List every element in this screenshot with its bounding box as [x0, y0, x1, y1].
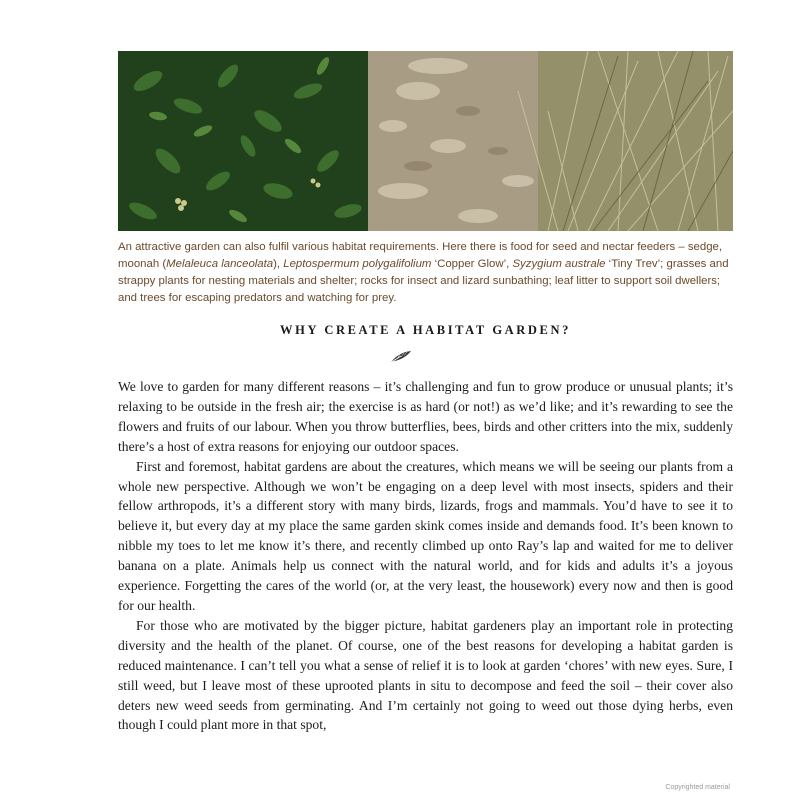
body-paragraph: For those who are motivated by the bigger picture, habitat gardeners play an important role in protecting diversity and the health of the planet. Of course, one of the best reasons for developing a habitat garden is reduced maintenance. I can’t tell you what a sense of relief it is to look at garden ‘chores’ with new eyes. Sure, I still weed, but I leave most of these uprooted plants in situ to decompose and feed the soil – their cover also deters new weed seeds from germinating. And I’m certainly not going to weed out those dying herbs, even though I could plant more in that spot, — [118, 617, 733, 733]
photo-caption — [118, 239, 733, 307]
caption-species-name: Leptospermum polygalifolium — [283, 258, 432, 270]
garden-photo — [118, 51, 733, 231]
garden-photo-illustration — [118, 51, 733, 231]
caption-text: ‘Tiny Trev’; grasses and strappy plants for nesting materials and shelter; rocks for insect and lizard sunbathing; leaf litter to support soil dwellers; and trees for escaping predators and watching for prey. — [118, 258, 729, 304]
section-heading: WHY CREATE A HABITAT GARDEN? — [280, 323, 571, 337]
article-body — [118, 377, 733, 735]
copyright-notice: Copyrighted material — [665, 784, 730, 791]
caption-species-name: Melaleuca lanceolata — [166, 258, 274, 270]
caption-text: An attractive garden can also fulfil various habitat requirements. Here there is food for seed and nectar feeders – sedge, moonah ( — [118, 241, 723, 270]
caption-text: ‘Copper Glow’, — [431, 258, 513, 270]
feather-icon — [389, 350, 413, 364]
caption-text: ), — [273, 258, 284, 270]
body-paragraph: We love to garden for many different reasons – it’s challenging and fun to grow produce or unusual plants; it’s relaxing to be outside in the fresh air; the exercise is as hard (or not!) as we’d like; and it’s rewarding to see the flowers and fruits of our labour. When you throw butterflies, bees, birds and other critters into the mix, suddenly there’s a host of extra reasons for enjoying our outdoor spaces. — [118, 379, 733, 454]
body-paragraph: First and foremost, habitat gardens are about the creatures, which means we will be seeing our plants from a whole new perspective. Although we won’t be engaging on a deep level with most insects, spiders and their fellow arthropods, it’s a different story with many birds, lizards, frogs and mammals. You’d have to see it to believe it, but every day at my place the same garden skink comes inside and demands food. It’s been known to nibble my toes to let me know it’s there, and recently climbed up onto Ray’s lap and waited for me to deliver banana on a plate. Animals help us connect with the natural world, and for kids and adults it’s a joyous experience. Forgetting the cares of the world (or, at the very least, the housework) every now and then is good for our health. — [118, 458, 733, 613]
caption-species-name: Syzygium australe — [512, 258, 606, 270]
